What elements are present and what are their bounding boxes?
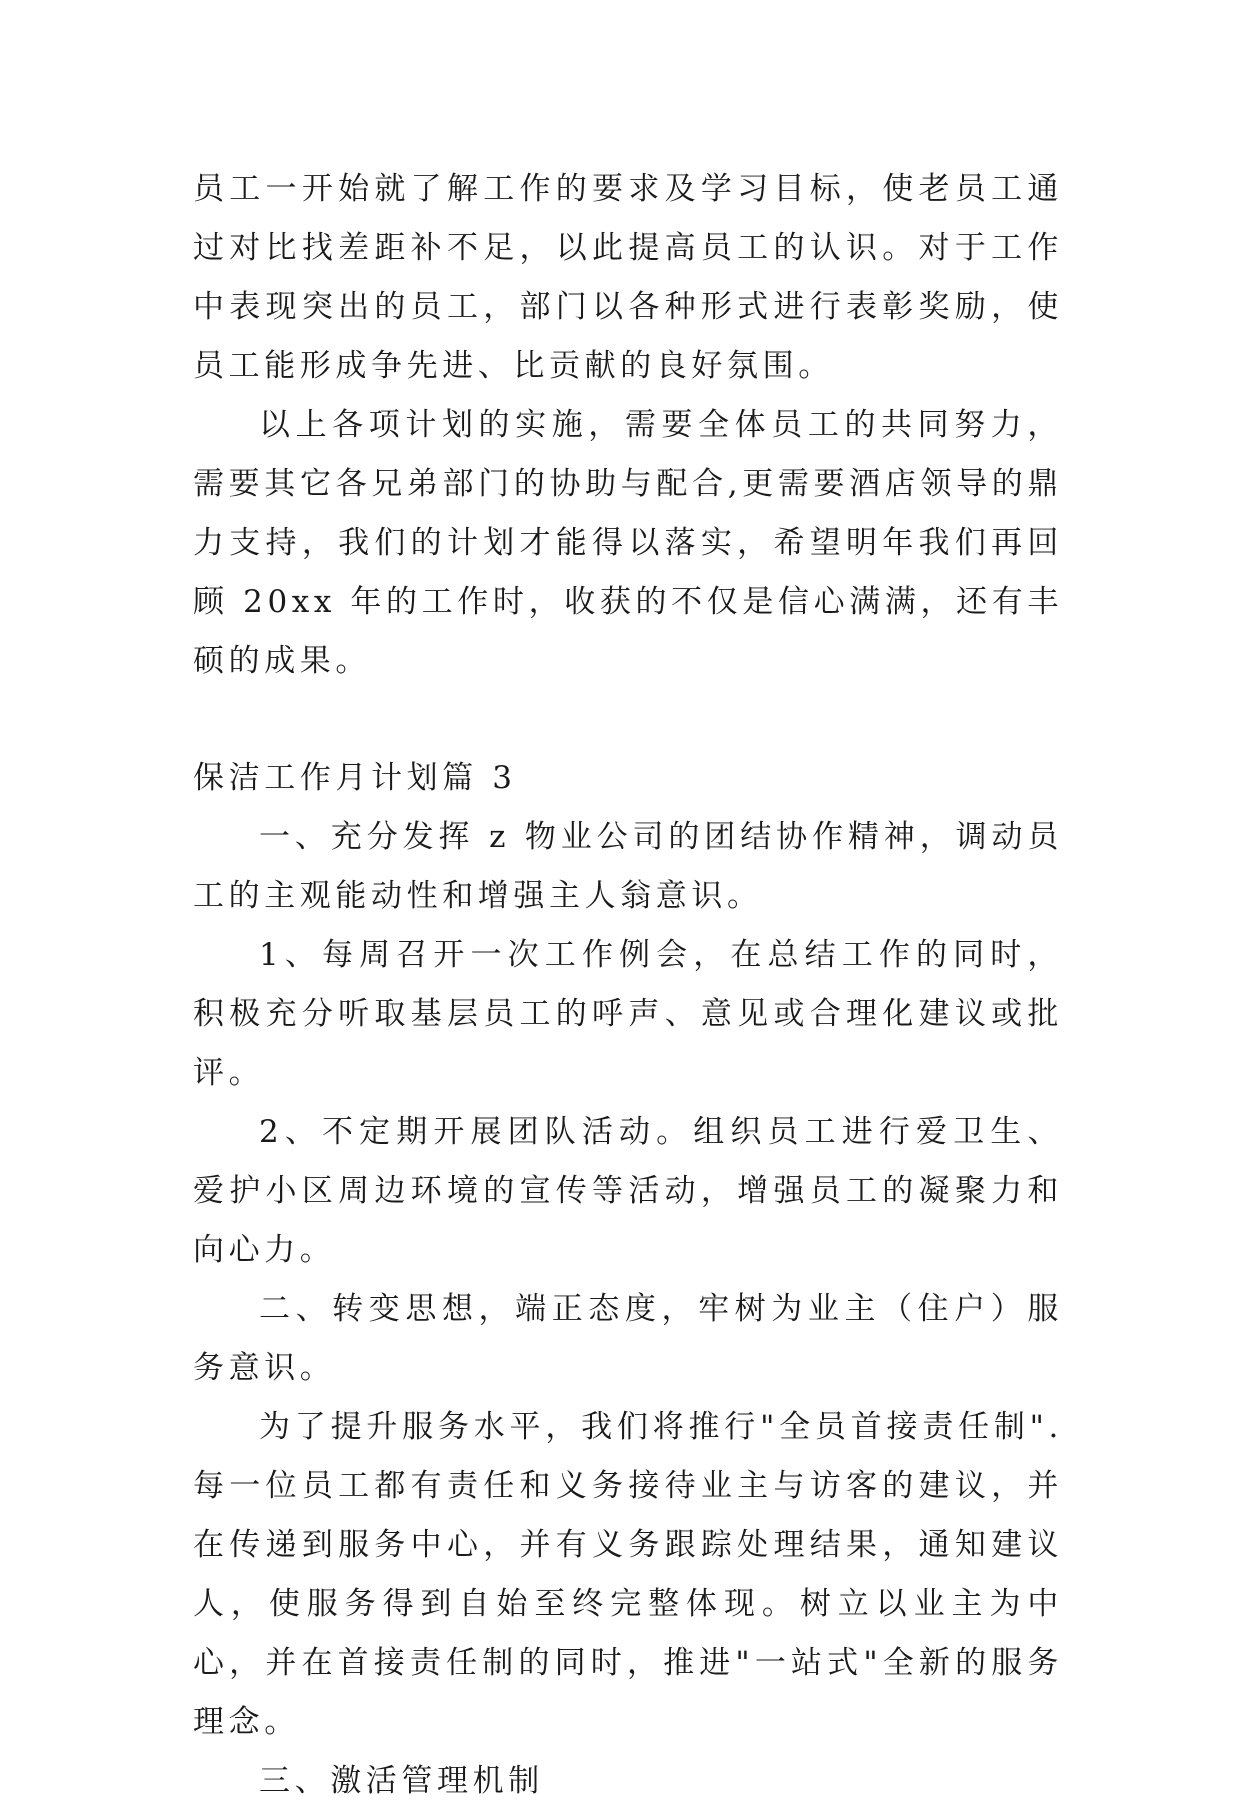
paragraph-conclusion: 以上各项计划的实施，需要全体员工的共同努力，需要其它各兄弟部门的协助与配合,更需要酒店领导的鼎力支持，我们的计划才能得以落实，希望明年我们再回顾 20xx 年的工作时，收获的不仅是信心满满，还有丰硕的成果。 (193, 407, 1063, 679)
section-title: 保洁工作月计划篇 3 (193, 760, 517, 796)
paragraph-subitem-1: 1、每周召开一次工作例会，在总结工作的同时，积极充分听取基层员工的呼声、意见或合理化建议或批评。 (193, 937, 1063, 1091)
paragraph-service-policy: 为了提升服务水平，我们将推行"全员首接责任制".每一位员工都有责任和义务接待业主与访客的建议，并在传递到服务中心，并有义务跟踪处理结果，通知建议人，使服务得到自始至终完整体现。树立以业主为中心，并在首接责任制的同时，推进"一站式"全新的服务理念。 (193, 1409, 1063, 1740)
document-body (193, 160, 1063, 1811)
paragraph-item-1: 一、充分发挥 z 物业公司的团结协作精神，调动员工的主观能动性和增强主人翁意识。 (193, 819, 1063, 914)
paragraph-subitem-2: 2、不定期开展团队活动。组织员工进行爱卫生、爱护小区周边环境的宣传等活动，增强员工的凝聚力和向心力。 (193, 1114, 1063, 1268)
paragraph-continuation: 员工一开始就了解工作的要求及学习目标，使老员工通过对比找差距补不足，以此提高员工的认识。对于工作中表现突出的员工，部门以各种形式进行表彰奖励，使员工能形成争先进、比贡献的良好氛围。 (193, 171, 1063, 384)
paragraph-item-2: 二、转变思想，端正态度，牢树为业主（住户）服务意识。 (193, 1291, 1063, 1386)
paragraph-item-3: 三、激活管理机制 (259, 1763, 544, 1799)
section-spacer (193, 691, 1063, 749)
